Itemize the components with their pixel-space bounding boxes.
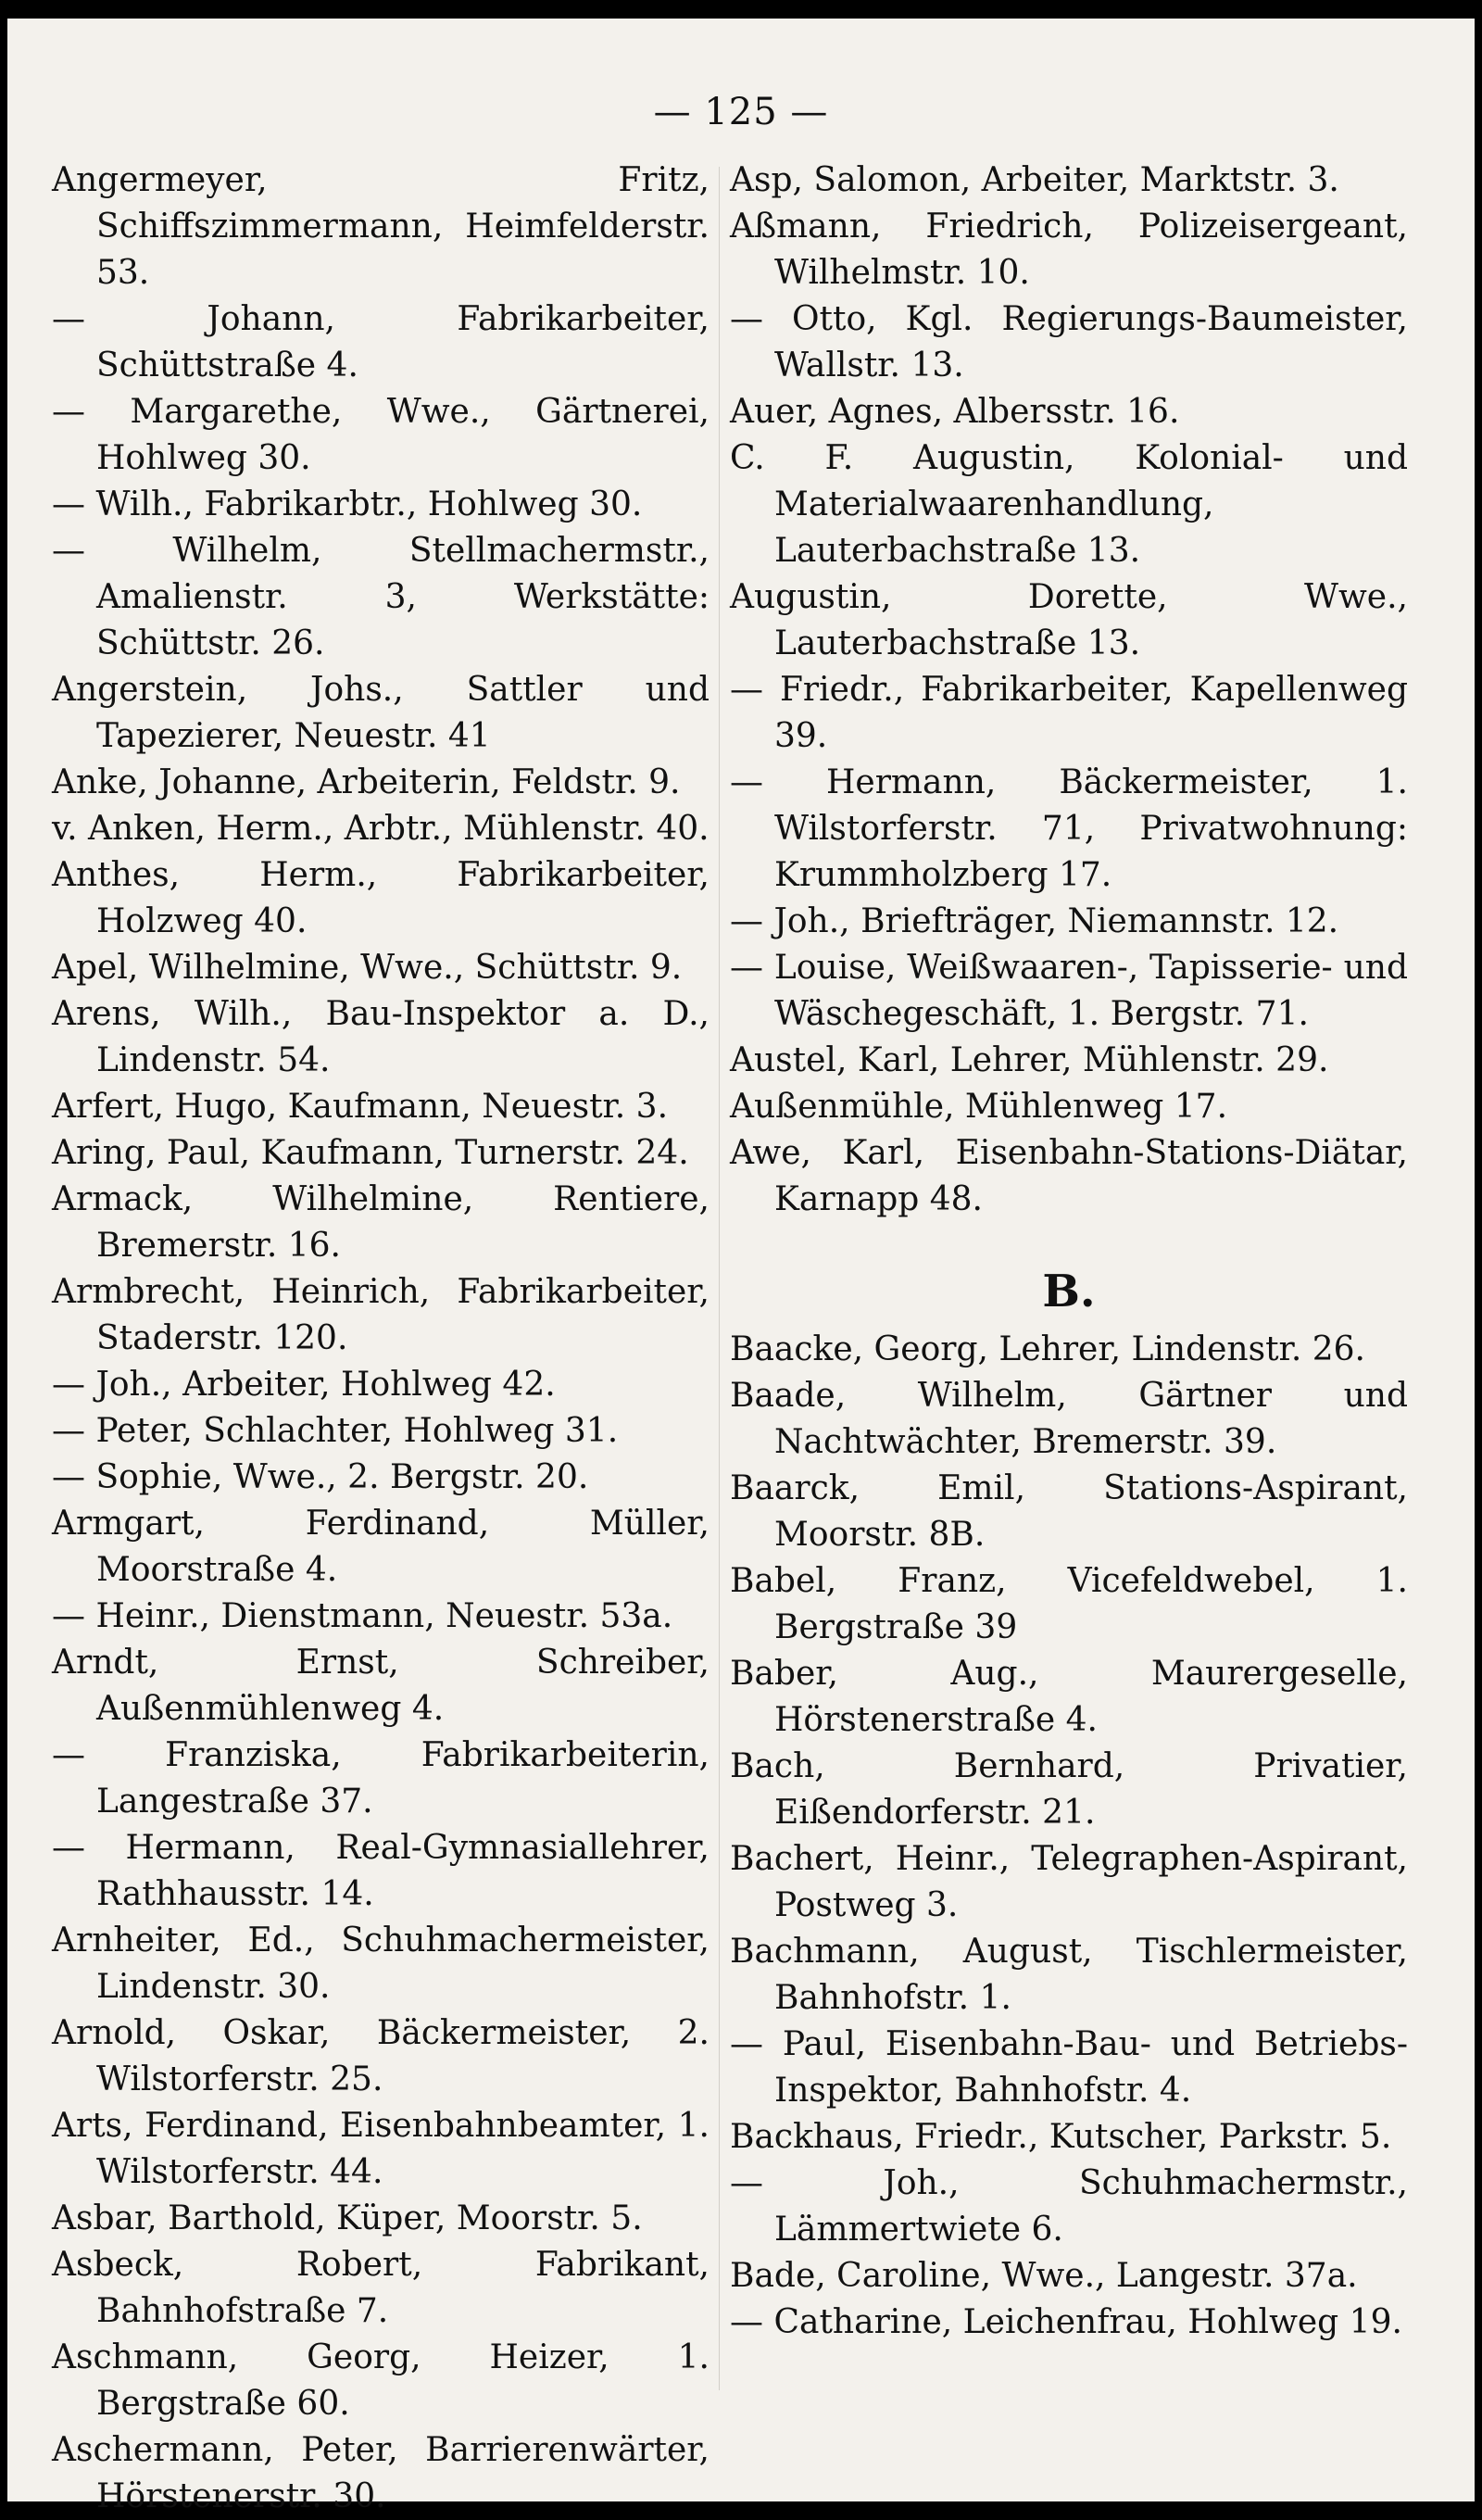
directory-entry: Awe, Karl, Eisenbahn-Stations-Diätar, Karnapp 48. — [730, 1134, 1408, 1218]
directory-entry: Austel, Karl, Lehrer, Mühlenstr. 29. — [730, 1041, 1329, 1079]
directory-entry: Angermeyer, Fritz, Schiffszimmermann, Heimfelderstr. 53. — [52, 161, 710, 292]
directory-entry: Anthes, Herm., Fabrikarbeiter, Holzweg 40. — [52, 856, 710, 940]
directory-entry: — Paul, Eisenbahn-Bau- und Betriebs-Inspektor, Bahnhofstr. 4. — [730, 2025, 1408, 2110]
right-column — [730, 158, 1408, 2346]
directory-entry: Anke, Johanne, Arbeiterin, Feldstr. 9. — [52, 763, 681, 801]
directory-entry: v. Anken, Herm., Arbtr., Mühlenstr. 40. — [52, 810, 710, 848]
directory-entry: Aring, Paul, Kaufmann, Turnerstr. 24. — [52, 1134, 689, 1172]
directory-entry: — Wilh., Fabrikarbtr., Hohlweg 30. — [52, 485, 643, 523]
directory-page — [7, 19, 1475, 2515]
directory-entry: Bade, Caroline, Wwe., Langestr. 37a. — [730, 2257, 1358, 2295]
directory-entry: Arnold, Oskar, Bäckermeister, 2. Wilstorferstr. 25. — [52, 2014, 710, 2098]
directory-entry: — Peter, Schlachter, Hohlweg 31. — [52, 1412, 619, 1450]
directory-entry: Angerstein, Johs., Sattler und Tapezierer, Neuestr. 41 — [52, 671, 710, 755]
directory-entry: Arndt, Ernst, Schreiber, Außenmühlenweg 4. — [52, 1644, 710, 1728]
directory-entry: Arnheiter, Ed., Schuhmachermeister, Lindenstr. 30. — [52, 1922, 710, 2006]
directory-entry: — Wilhelm, Stellmachermstr., Amalienstr. 3, Werkstätte: Schüttstr. 26. — [52, 532, 710, 662]
directory-entry: — Sophie, Wwe., 2. Bergstr. 20. — [52, 1458, 589, 1496]
directory-entry: Aßmann, Friedrich, Polizeisergeant, Wilhelmstr. 10. — [730, 208, 1408, 292]
directory-entry: Auer, Agnes, Albersstr. 16. — [730, 393, 1180, 431]
directory-entry: — Hermann, Real-Gymnasiallehrer, Rathhausstr. 14. — [52, 1829, 710, 1913]
directory-entry: Baade, Wilhelm, Gärtner und Nachtwächter, Bremerstr. 39. — [730, 1377, 1408, 1461]
directory-entry: — Hermann, Bäckermeister, 1. Wilstorferstr. 71, Privatwohnung: Krummholzberg 17. — [730, 763, 1408, 894]
directory-entry: — Joh., Briefträger, Niemannstr. 12. — [730, 902, 1339, 940]
directory-entry: — Otto, Kgl. Regierungs-Baumeister, Wallstr. 13. — [730, 300, 1408, 384]
directory-entry: Asbeck, Robert, Fabrikant, Bahnhofstraße 7. — [52, 2246, 710, 2330]
directory-entry: Aschmann, Georg, Heizer, 1. Bergstraße 60. — [52, 2338, 710, 2423]
directory-entry: C. F. Augustin, Kolonial- und Materialwaarenhandlung, Lauterbachstraße 13. — [730, 439, 1408, 570]
directory-entry: Asbar, Barthold, Küper, Moorstr. 5. — [52, 2199, 643, 2237]
left-column — [52, 158, 710, 2520]
directory-entry: Bach, Bernhard, Privatier, Eißendorferstr. 21. — [730, 1747, 1408, 1832]
column-gutter — [719, 167, 720, 2390]
directory-entry: — Johann, Fabrikarbeiter, Schüttstraße 4. — [52, 300, 710, 384]
right-column-b-entries — [730, 1327, 1408, 2346]
directory-entry: Aschermann, Peter, Barrierenwärter, Hörstenerstr. 30. — [52, 2431, 710, 2515]
directory-entry: Bachmann, August, Tischlermeister, Bahnhofstr. 1. — [730, 1933, 1408, 2017]
directory-entry: Arts, Ferdinand, Eisenbahnbeamter, 1. Wilstorferstr. 44. — [52, 2107, 710, 2191]
directory-entry: Apel, Wilhelmine, Wwe., Schüttstr. 9. — [52, 949, 683, 987]
directory-entry: Asp, Salomon, Arbeiter, Marktstr. 3. — [730, 161, 1339, 199]
page-number: — 125 — — [653, 91, 829, 133]
directory-entry: — Margarethe, Wwe., Gärtnerei, Hohlweg 30. — [52, 393, 710, 477]
right-column-a-entries — [730, 158, 1408, 1223]
directory-entry: — Louise, Weißwaaren-, Tapisserie- und Wäschegeschäft, 1. Bergstr. 71. — [730, 949, 1408, 1033]
directory-entry: Außenmühle, Mühlenweg 17. — [730, 1088, 1228, 1126]
directory-entry: Baacke, Georg, Lehrer, Lindenstr. 26. — [730, 1330, 1365, 1368]
directory-entry: — Joh., Schuhmachermstr., Lämmertwiete 6. — [730, 2164, 1408, 2249]
directory-entry: Augustin, Dorette, Wwe., Lauterbachstraße 13. — [730, 578, 1408, 662]
directory-entry: Arfert, Hugo, Kaufmann, Neuestr. 3. — [52, 1088, 669, 1126]
directory-entry: — Catharine, Leichenfrau, Hohlweg 19. — [730, 2303, 1402, 2341]
directory-entry: — Heinr., Dienstmann, Neuestr. 53a. — [52, 1597, 673, 1635]
section-heading-b: B. — [1042, 1266, 1096, 1317]
directory-entry: — Friedr., Fabrikarbeiter, Kapellenweg 39. — [730, 671, 1408, 755]
directory-entry: — Franziska, Fabrikarbeiterin, Langestraße 37. — [52, 1736, 710, 1821]
directory-entry: Backhaus, Friedr., Kutscher, Parkstr. 5. — [730, 2118, 1392, 2156]
directory-entry: Babel, Franz, Vicefeldwebel, 1. Bergstraße 39 — [730, 1562, 1408, 1646]
directory-entry: Bachert, Heinr., Telegraphen-Aspirant, Postweg 3. — [730, 1840, 1408, 1924]
directory-entry: Armack, Wilhelmine, Rentiere, Bremerstr. 16. — [52, 1180, 710, 1265]
directory-entry: Arens, Wilh., Bau-Inspektor a. D., Lindenstr. 54. — [52, 995, 710, 1079]
directory-entry: Armgart, Ferdinand, Müller, Moorstraße 4. — [52, 1505, 710, 1589]
directory-entry: Baarck, Emil, Stations-Aspirant, Moorstr. 8B. — [730, 1469, 1408, 1554]
directory-entry: Baber, Aug., Maurergeselle, Hörstenerstraße 4. — [730, 1655, 1408, 1739]
directory-entry: — Joh., Arbeiter, Hohlweg 42. — [52, 1366, 556, 1404]
directory-entry: Armbrecht, Heinrich, Fabrikarbeiter, Staderstr. 120. — [52, 1273, 710, 1357]
